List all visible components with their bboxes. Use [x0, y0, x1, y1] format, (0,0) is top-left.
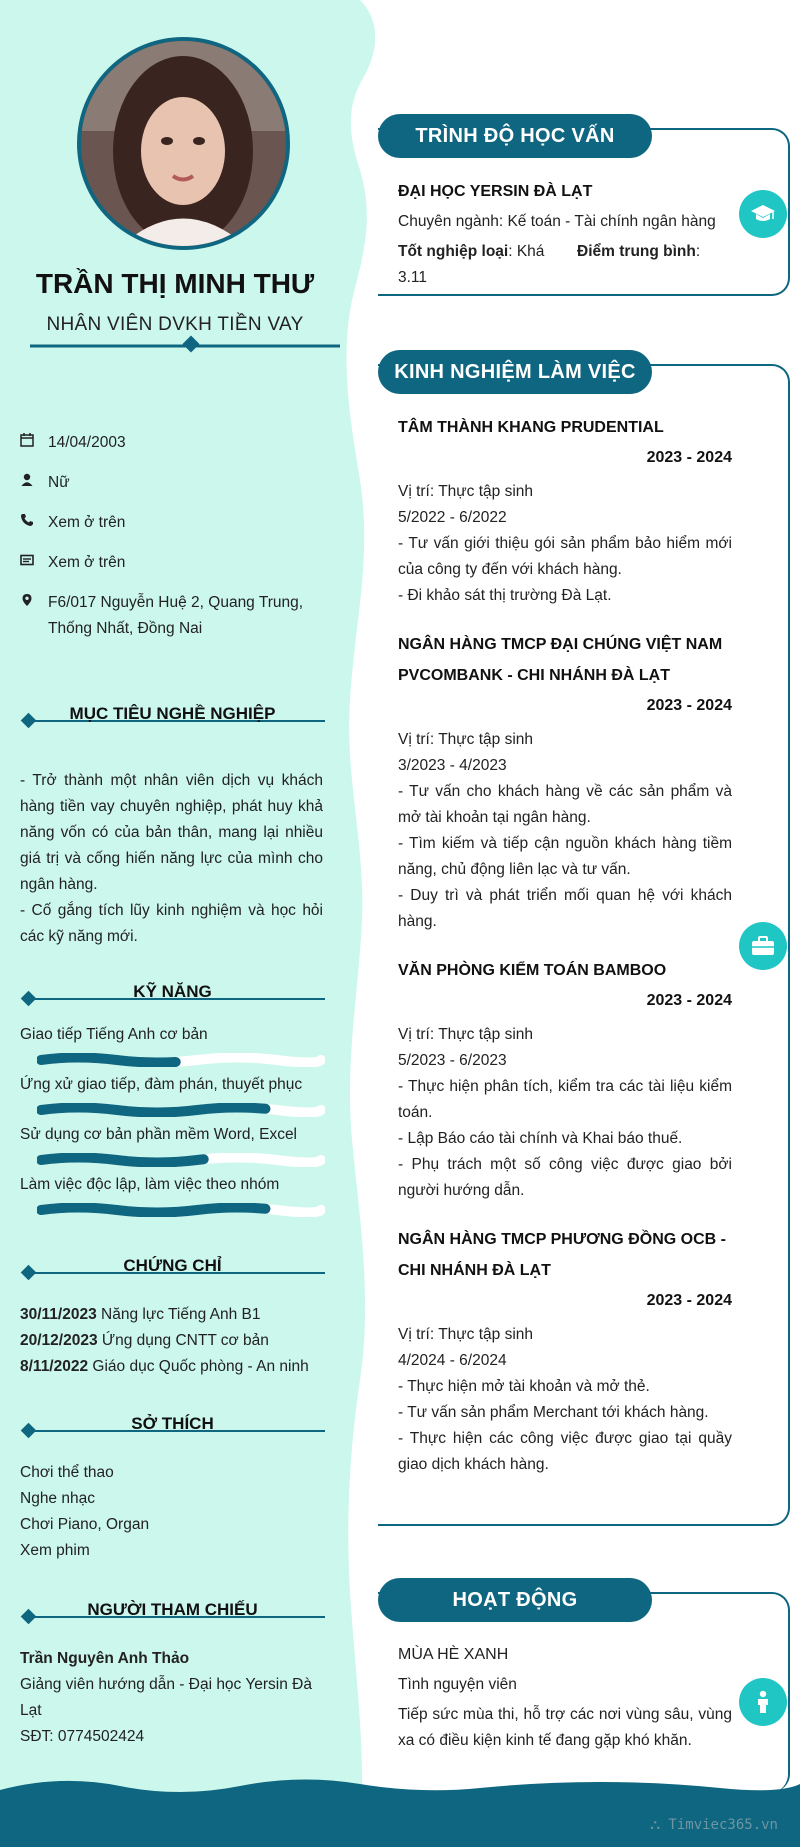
- graduation-cap-icon: [739, 190, 787, 238]
- job-description: - Thực hiện phân tích, kiểm tra các tài liệu kiểm toán. - Lập Báo cáo tài chính và Khai báo thuế. - Phụ trách một số công việc được giao bởi người hướng dẫn.: [398, 1078, 732, 1199]
- skill-level-bar: [37, 1103, 325, 1117]
- job-role: Vị trí: Thực tập sinh: [398, 1026, 534, 1043]
- candidate-position: NHÂN VIÊN DVKH TIỀN VAY: [46, 314, 304, 335]
- job-entry: [398, 955, 732, 1204]
- address-text: F6/017 Nguyễn Huệ 2, Quang Trung, Thống Nhất, Đồng Nai: [48, 594, 304, 637]
- briefcase-icon: [739, 922, 787, 970]
- skills-title: KỸ NĂNG: [133, 982, 212, 1001]
- location-icon: [20, 590, 48, 612]
- skill-level-bar: [37, 1053, 325, 1067]
- section-header-certificates: [20, 1254, 325, 1284]
- job-period: 5/2022 - 6/2022: [398, 509, 507, 526]
- activity-description: Tiếp sức mùa thi, hỗ trợ các nơi vùng sâu, vùng xa có điều kiện kinh tế đang gặp khó khăn.: [398, 1706, 732, 1749]
- education-result: [398, 239, 732, 291]
- references-title: NGƯỜI THAM CHIẾU: [87, 1600, 258, 1619]
- experience-title: KINH NGHIỆM LÀM VIỆC: [378, 350, 652, 394]
- gpa-label: Điểm trung bình: [577, 243, 696, 260]
- activities-title: HOẠT ĐỘNG: [378, 1578, 652, 1622]
- job-period: 4/2024 - 6/2024: [398, 1352, 507, 1369]
- job-period: 5/2023 - 6/2023: [398, 1052, 507, 1069]
- title-divider: [30, 334, 340, 358]
- reference-phone: SĐT: 0774502424: [20, 1728, 145, 1745]
- job-role: Vị trí: Thực tập sinh: [398, 731, 534, 748]
- section-header-skills: [20, 980, 325, 1010]
- job-company: VĂN PHÒNG KIỂM TOÁN BAMBOO: [398, 962, 667, 979]
- job-period: 3/2023 - 4/2023: [398, 757, 507, 774]
- email-text: Xem ở trên: [48, 554, 126, 571]
- job-company: NGÂN HÀNG TMCP PHƯƠNG ĐỒNG OCB - CHI NHÁNH ĐÀ LẠT: [398, 1231, 726, 1279]
- info-birthdate: [20, 430, 330, 456]
- email-icon: [20, 550, 48, 572]
- hobby-item: Chơi thể thao: [20, 1464, 114, 1481]
- grade-label: Tốt nghiệp loại: [398, 243, 509, 260]
- certificate-item: [20, 1328, 330, 1354]
- phone-icon: [20, 510, 48, 532]
- certificate-date: 20/12/2023: [20, 1332, 98, 1349]
- education-title: TRÌNH ĐỘ HỌC VẤN: [378, 114, 652, 158]
- footer-wave: [0, 1772, 800, 1847]
- job-company: NGÂN HÀNG TMCP ĐẠI CHÚNG VIỆT NAM PVCOMBANK - CHI NHÁNH ĐÀ LẠT: [398, 636, 723, 684]
- job-entry: [398, 629, 732, 935]
- job-role: Vị trí: Thực tập sinh: [398, 483, 534, 500]
- info-phone: [20, 510, 330, 536]
- objective-title: MỤC TIÊU NGHỀ NGHIỆP: [69, 704, 276, 723]
- certificate-date: 8/11/2022: [20, 1358, 89, 1375]
- grade-value: : Khá: [508, 243, 545, 260]
- reference-block: [20, 1646, 330, 1750]
- skill-level-bar: [37, 1203, 325, 1217]
- volunteer-icon: [739, 1678, 787, 1726]
- section-header-objective: [20, 702, 325, 732]
- job-years: 2023 - 2024: [646, 449, 732, 466]
- job-years: 2023 - 2024: [646, 992, 732, 1009]
- job-entry: [398, 1224, 732, 1478]
- reference-role: Giảng viên hướng dẫn - Đại học Yersin Đà Lạt: [20, 1676, 312, 1719]
- phone-text: Xem ở trên: [48, 514, 126, 531]
- birthdate-text: 14/04/2003: [48, 434, 126, 451]
- skill-label: Sử dụng cơ bản phần mềm Word, Excel: [20, 1126, 298, 1143]
- info-email: [20, 550, 330, 576]
- hobbies-title: SỞ THÍCH: [131, 1414, 214, 1433]
- activity-name: MÙA HÈ XANH: [398, 1646, 509, 1663]
- calendar-icon: [20, 430, 48, 452]
- certificates-title: CHỨNG CHỈ: [123, 1256, 222, 1275]
- personal-info-list: [20, 430, 330, 656]
- hobby-item: Chơi Piano, Organ: [20, 1516, 150, 1533]
- info-address: [20, 590, 330, 642]
- experience-content: [398, 412, 732, 1498]
- certificate-name: Giáo dục Quốc phòng - An ninh: [92, 1358, 309, 1375]
- section-header-references: [20, 1598, 325, 1628]
- certificate-name: Năng lực Tiếng Anh B1: [101, 1306, 261, 1323]
- activities-content: [398, 1640, 732, 1754]
- section-header-hobbies: [20, 1412, 325, 1442]
- job-description: - Tư vấn giới thiệu gói sản phẩm bảo hiểm mới của công ty đến với khách hàng. - Đi khảo sát thị trường Đà Lạt.: [398, 535, 732, 604]
- watermark: ⛬ Timviec365.vn: [650, 1817, 778, 1833]
- candidate-name: TRẦN THỊ MINH THƯ: [35, 268, 315, 299]
- skill-label: Làm việc độc lập, làm việc theo nhóm: [20, 1176, 280, 1193]
- job-entry: [398, 412, 732, 609]
- gender-text: Nữ: [48, 474, 70, 491]
- activity-role: Tình nguyện viên: [398, 1676, 517, 1693]
- job-role: Vị trí: Thực tập sinh: [398, 1326, 534, 1343]
- info-gender: [20, 470, 330, 496]
- education-major: Chuyên ngành: Kế toán - Tài chính ngân hàng: [398, 213, 716, 230]
- certificate-date: 30/11/2023: [20, 1306, 97, 1323]
- person-icon: [20, 470, 48, 492]
- avatar-photo: [77, 37, 290, 250]
- school-name: ĐẠI HỌC YERSIN ĐÀ LẠT: [398, 183, 593, 200]
- job-description: - Tư vấn cho khách hàng về các sản phẩm và mở tài khoản tại ngân hàng. - Tìm kiếm và tiếp cận nguồn khách hàng tiềm năng, chủ động liên lạc và tư vấn. - Duy trì và phát triển mối quan hệ với khách hàng.: [398, 783, 732, 930]
- reference-name: Trần Nguyên Anh Thảo: [20, 1650, 190, 1667]
- certificate-item: [20, 1302, 330, 1328]
- hobbies-list: [20, 1460, 330, 1564]
- skill-level-bar: [37, 1153, 325, 1167]
- skill-label: Ứng xử giao tiếp, đàm phán, thuyết phục: [20, 1076, 303, 1093]
- job-description: - Thực hiện mở tài khoản và mở thẻ. - Tư vấn sản phẩm Merchant tới khách hàng. - Thực hiện các công việc được giao tại quầy giao dịch khách hàng.: [398, 1378, 732, 1473]
- gpa-value: : 3.11: [398, 243, 701, 286]
- certificate-name: Ứng dụng CNTT cơ bản: [101, 1332, 269, 1349]
- education-content: [398, 177, 732, 291]
- hobby-item: Nghe nhạc: [20, 1490, 95, 1507]
- certificates-list: [20, 1302, 330, 1380]
- certificate-item: [20, 1354, 330, 1380]
- job-years: 2023 - 2024: [646, 1292, 732, 1309]
- skill-label: Giao tiếp Tiếng Anh cơ bản: [20, 1026, 208, 1043]
- hobby-item: Xem phim: [20, 1542, 90, 1559]
- job-years: 2023 - 2024: [646, 697, 732, 714]
- job-company: TÂM THÀNH KHANG PRUDENTIAL: [398, 419, 664, 436]
- objective-text: - Trở thành một nhân viên dịch vụ khách hàng tiền vay chuyên nghiệp, phát huy khả năng vốn có của bản thân, mang lại nhiều giá trị và cống hiến năng lực của mình cho ngân hàng. - Cố gắng tích lũy kinh nghiệm và học hỏi các kỹ năng mới.: [20, 772, 323, 945]
